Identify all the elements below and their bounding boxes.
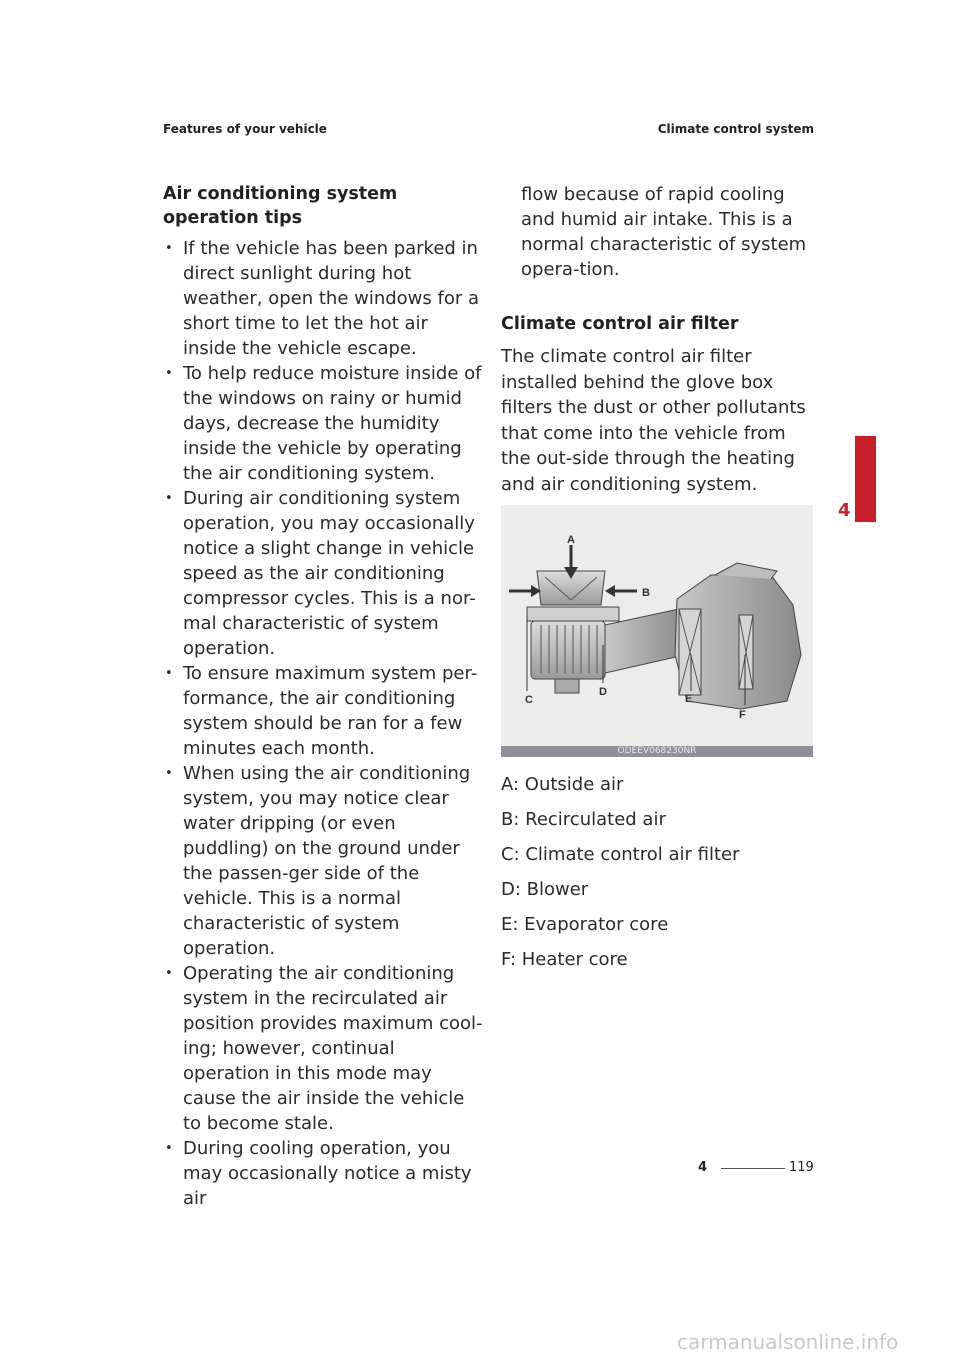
tips-list (163, 236, 483, 1211)
legend-item: B: Recirculated air (501, 809, 666, 830)
filter-description: The climate control air filter installed behind the glove box filters the dust or other pollutants that come into the vehicle from the out-side through the heating and air conditioning system. (501, 346, 806, 495)
page-number: 119 (789, 1160, 814, 1175)
legend-item: A: Outside air (501, 774, 624, 795)
right-column (501, 182, 816, 977)
label-e: E (685, 693, 693, 705)
figure-code: ODEEV068230NR (501, 746, 813, 757)
label-c: C (525, 694, 533, 706)
tip-item: • During cooling operation, you may occasionally notice a misty air (163, 1136, 483, 1211)
watermark: carmanualsonline.info (677, 1330, 899, 1354)
chapter-tab (855, 436, 876, 522)
tip-item: • When using the air conditioning system, you may notice clear water dripping (or even puddling) on the ground under the passen-ger side of the vehicle. This is a normal characteristic of system operation. (163, 761, 483, 961)
footer-chapter: 4 (698, 1160, 708, 1175)
tip-item: • If the vehicle has been parked in direct sunlight during hot weather, open the windows for a short time to let the hot air inside the vehicle escape. (163, 236, 483, 361)
left-column (163, 182, 483, 1211)
footer-divider (721, 1168, 785, 1169)
label-b: B (642, 587, 650, 599)
tip-item: • To help reduce moisture inside of the windows on rainy or humid days, decrease the humidity inside the vehicle by operating the air conditioning system. (163, 361, 483, 486)
legend-item: E: Evaporator core (501, 914, 669, 935)
diagram-legend (501, 767, 816, 977)
label-d: D (599, 686, 607, 698)
label-f: F (739, 709, 746, 721)
legend-item: F: Heater core (501, 949, 628, 970)
running-header-chapter: Climate control system (657, 122, 814, 136)
running-header-section: Features of your vehicle (163, 122, 327, 136)
tips-heading: Air conditioning system operation tips (163, 184, 398, 228)
tip-item: • During air conditioning system operation, you may occasionally notice a slight change in vehicle speed as the air conditioning compressor cycles. This is a nor-mal characteristic of system operation. (163, 486, 483, 661)
hvac-diagram (501, 505, 813, 757)
tip-item: • Operating the air conditioning system in the recirculated air position provides maximum cool-ing; however, continual operation in this mode may cause the air inside the vehicle to become stale. (163, 961, 483, 1136)
legend-item: D: Blower (501, 879, 589, 900)
chapter-tab-number: 4 (838, 500, 851, 521)
tip-continuation: flow because of rapid cooling and humid air intake. This is a normal characteristic of system opera-tion. (521, 184, 807, 280)
hvac-illustration (501, 505, 813, 757)
legend-item: C: Climate control air filter (501, 844, 740, 865)
label-a: A (567, 534, 575, 546)
filter-heading: Climate control air filter (501, 314, 739, 334)
tip-item: • To ensure maximum system per-formance, the air conditioning system should be ran for a few minutes each month. (163, 661, 483, 761)
